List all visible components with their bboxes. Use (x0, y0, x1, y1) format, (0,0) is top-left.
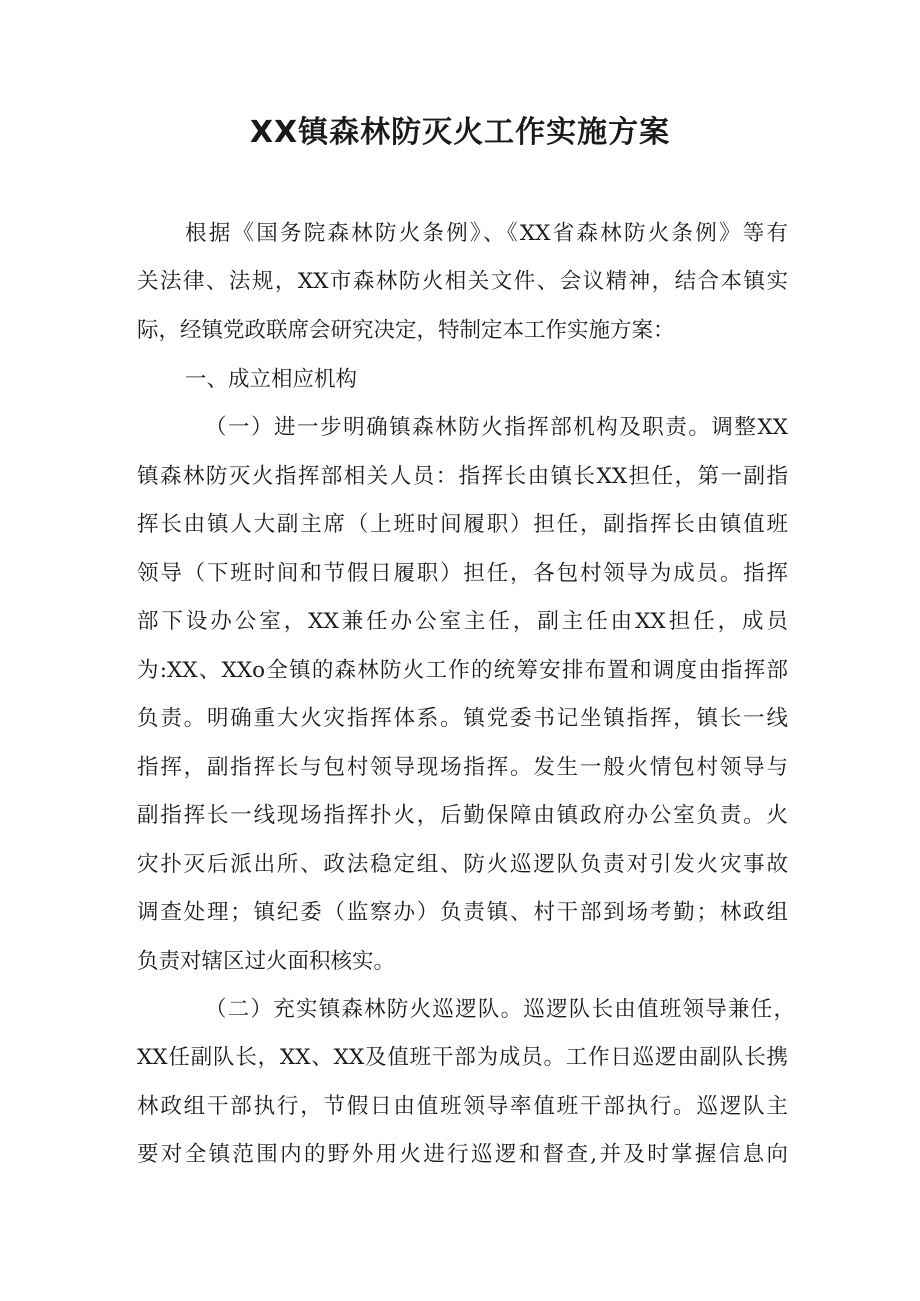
text-line: 负责。明确重大火灾指挥体系。镇党委书记坐镇指挥，镇长一线 (137, 706, 788, 731)
text-line: 指挥，副指挥长与包村领导现场指挥。发生一般火情包村领导与 (137, 755, 788, 780)
text-line: 部下设办公室，XX兼任办公室主任，副主任由XX担任，成员 (137, 609, 788, 634)
text-line: 挥长由镇人大副主席（上班时间履职）担任，副指挥长由镇值班 (137, 512, 788, 537)
document-title: XX镇森林防灭火工作实施方案 (249, 115, 671, 150)
text-line: 负责对辖区过火面积核实。 (137, 949, 396, 974)
text-line: 为:XX、XXo全镇的森林防火工作的统筹安排布置和调度由指挥部 (137, 658, 788, 683)
text-line: 根据《国务院森林防火条例》、《XX省森林防火条例》等有 (185, 221, 788, 246)
section-heading: 一、成立相应机构 (185, 367, 358, 392)
text-line: 调查处理；镇纪委（监察办）负责镇、村干部到场考勤；林政组 (137, 900, 788, 925)
text-line: 际，经镇党政联席会研究决定，特制定本工作实施方案： (137, 318, 675, 343)
text-line: 林政组干部执行，节假日由值班领导率值班干部执行。巡逻队主 (137, 1094, 788, 1119)
text-line: 要对全镇范围内的野外用火进行巡逻和督查,并及时掌握信息向 (137, 1142, 788, 1167)
text-line: 副指挥长一线现场指挥扑火，后勤保障由镇政府办公室负责。火 (137, 803, 788, 828)
text-line: XX任副队长，XX、XX及值班干部为成员。工作日巡逻由副队长携 (137, 1045, 788, 1070)
text-line: 领导（下班时间和节假日履职）担任，各包村领导为成员。指挥 (137, 561, 788, 586)
text-line: （一）进一步明确镇森林防火指挥部机构及职责。调整XX (205, 415, 788, 440)
text-line: （二）充实镇森林防火巡逻队。巡逻队长由值班领导兼任， (205, 997, 795, 1022)
text-line: 关法律、法规，XX市森林防火相关文件、会议精神，结合本镇实 (137, 269, 788, 294)
text-line: 镇森林防灭火指挥部相关人员：指挥长由镇长XX担任，第一副指 (137, 464, 788, 489)
text-line: 灾扑灭后派出所、政法稳定组、防火巡逻队负责对引发火灾事故 (137, 852, 788, 877)
